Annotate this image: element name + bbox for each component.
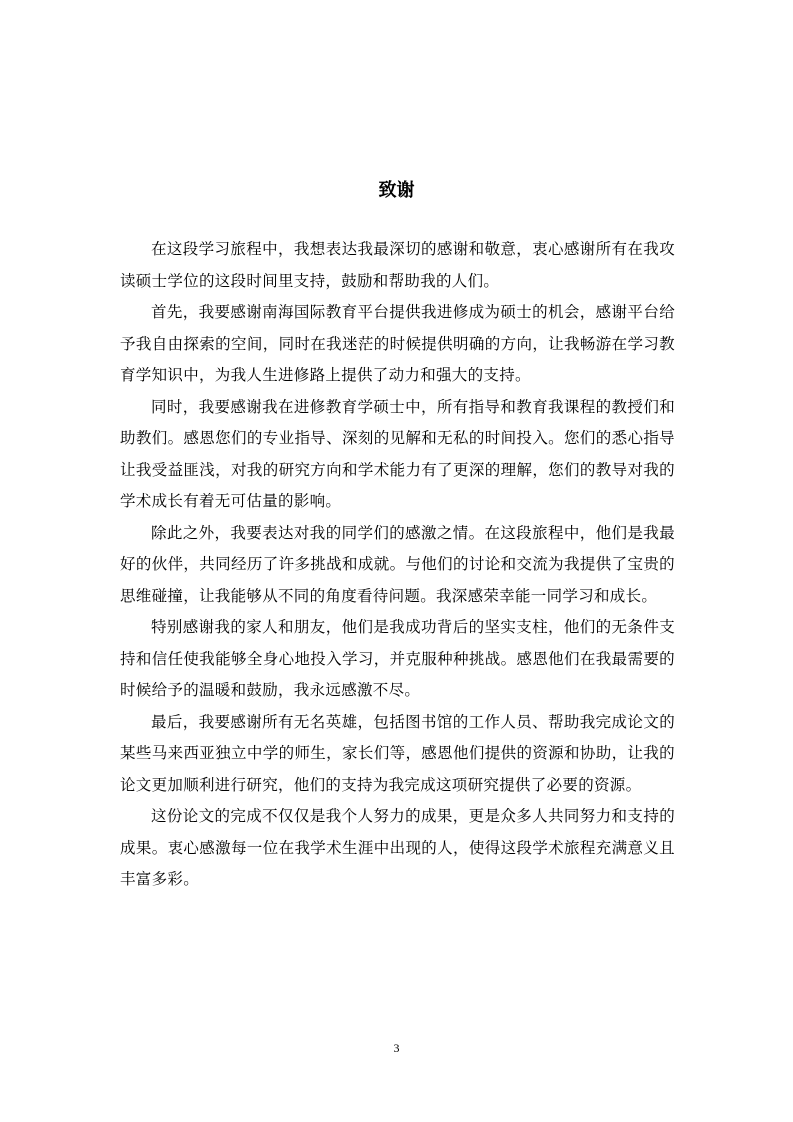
paragraph-intro: 在这段学习旅程中，我想表达我最深切的感谢和敬意，衷心感谢所有在我攻读硕士学位的这段时间里支持，鼓励和帮助我的人们。 xyxy=(120,240,675,290)
paragraph-family: 特别感谢我的家人和朋友，他们是我成功背后的坚实支柱，他们的无条件支持和信任使我能够全身心地投入学习，并克服种种挑战。感恩他们在我最需要的时候给予的温暖和鼓励，我永远感激不尽。 xyxy=(120,618,675,699)
paragraph-closing: 这份论文的完成不仅仅是我个人努力的成果，更是众多人共同努力和支持的成果。衷心感激每一位在我学术生涯中出现的人，使得这段学术旅程充满意义且丰富多彩。 xyxy=(120,807,675,888)
paragraph-unsung-heroes: 最后，我要感谢所有无名英雄，包括图书馆的工作人员、帮助我完成论文的某些马来西亚独立中学的师生，家长们等，感恩他们提供的资源和协助，让我的论文更加顺利进行研究，他们的支持为我完成这项研究提供了必要的资源。 xyxy=(120,712,675,794)
acknowledgement-body xyxy=(120,234,675,896)
page-title: 致谢 xyxy=(378,180,415,201)
page-number: 3 xyxy=(393,1041,400,1055)
paragraph-professors: 同时，我要感谢我在进修教育学硕士中，所有指导和教育我课程的教授们和助教们。感恩您们的专业指导、深刻的见解和无私的时间投入。您们的悉心指导让我受益匪浅，对我的研究方向和学术能力有了更深的理解，您们的教导对我的学术成长有着无可估量的影响。 xyxy=(120,397,675,510)
paragraph-classmates: 除此之外，我要表达对我的同学们的感激之情。在这段旅程中，他们是我最好的伙伴，共同经历了许多挑战和成就。与他们的讨论和交流为我提供了宝贵的思维碰撞，让我能够从不同的角度看待问题。我深感荣幸能一同学习和成长。 xyxy=(120,523,675,605)
paragraph-platform: 首先，我要感谢南海国际教育平台提供我进修成为硕士的机会，感谢平台给予我自由探索的空间，同时在我迷茫的时候提供明确的方向，让我畅游在学习教育学知识中，为我人生进修路上提供了动力和强大的支持。 xyxy=(120,303,675,384)
